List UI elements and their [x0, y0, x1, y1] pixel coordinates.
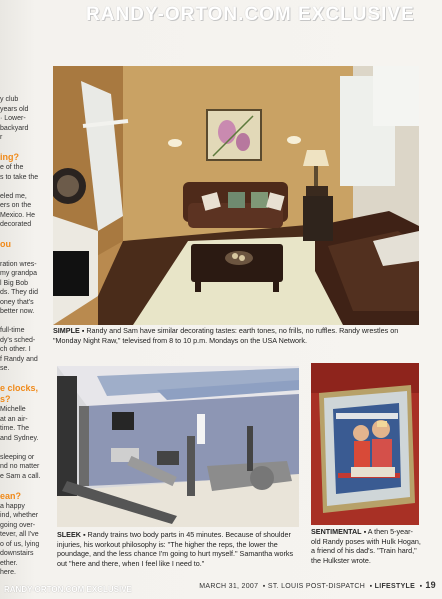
caption-sentimental-text: A then 5-year-old Randy poses with Hulk Hogan, a friend of his dad's. "Train hard," the Hulkster wrote. — [311, 527, 421, 565]
left-column-line: Mexico. He — [0, 211, 36, 219]
page-footer: MARCH 31, 2007 ▪ ST. LOUIS POST-DISPATCH ▪ LIFESTYLE ▪ 19 — [199, 580, 436, 590]
left-column-line: a happy — [0, 502, 25, 510]
left-column-line: ds. They did — [0, 289, 39, 296]
bottom-watermark: RANDY-ORTON.COM EXCLUSIVE — [4, 585, 132, 594]
left-column-line: full-time — [0, 327, 25, 334]
framed-photo — [311, 363, 419, 525]
left-column-line: going over- — [0, 521, 36, 529]
left-column-line: nd no matter — [0, 463, 40, 470]
caption-simple-text: Randy and Sam have similar decorating tastes: earth tones, no frills, no ruffles. Randy wrestles on "Monday Night Raw," televised from 8 to 10 p.m. Mondays on the USA Network. — [53, 326, 399, 345]
left-column-line: · Lower- — [0, 115, 26, 122]
left-column-line: here. — [0, 569, 16, 575]
left-column-line: tever, all I've — [0, 531, 39, 538]
page-number: 19 — [425, 580, 436, 590]
left-column-line — [0, 230, 48, 240]
left-column-line: backyard — [0, 124, 29, 132]
left-column-line: ch other. I — [0, 346, 31, 353]
left-column-heading: e clocks, — [0, 383, 39, 393]
caption-sleek-text: Randy trains two body parts in 45 minutes. Because of shoulder injuries, his workout philosophy is: "The higher the reps, the lower the poundage, and the less chance I'm going to hurt myself." Samantha works out "here and there, when I feel like I need to." — [57, 530, 294, 568]
left-column-line: l Big Bob — [0, 279, 29, 287]
left-column-line: dy's sched- — [0, 336, 36, 344]
left-column-line: sleeping or — [0, 453, 35, 461]
left-column-line: ind, whether — [0, 512, 39, 519]
left-column-line: e Sam a call. — [0, 472, 41, 480]
left-column-line: my grandpa — [0, 270, 37, 277]
left-column-line: oney that's — [0, 298, 34, 306]
footer-paper: ST. LOUIS POST-DISPATCH — [267, 583, 366, 590]
left-column-line: o of us, lying — [0, 540, 40, 548]
left-column-line: years old — [0, 105, 29, 113]
watermark: RANDY-ORTON.COM EXCLUSIVE — [86, 4, 415, 25]
caption-sentimental: SENTIMENTAL ▪ A then 5-year-old Randy poses with Hulk Hogan, a friend of his dad's. "Train hard," the Hulkster wrote. — [311, 527, 421, 565]
left-column-heading: ing? — [0, 152, 19, 162]
left-column-line: eled me, — [0, 192, 27, 200]
left-column-line: f Randy and — [0, 355, 38, 363]
gym-photo — [57, 366, 299, 527]
living-room-photo — [53, 66, 419, 325]
left-column-line — [0, 374, 48, 384]
left-column-text — [0, 95, 48, 575]
left-column-line: downstairs — [0, 550, 34, 557]
left-column-line: ether. — [0, 559, 18, 567]
left-column-line: better now. — [0, 308, 35, 315]
left-column-line — [0, 317, 48, 327]
left-column-line: at an air- — [0, 415, 28, 423]
left-column-line: y club — [0, 96, 19, 103]
left-column-heading: ou — [0, 239, 11, 249]
left-column-line — [0, 182, 48, 192]
left-column-heading: s? — [0, 394, 11, 404]
left-column-line — [0, 443, 48, 453]
caption-sentimental-label: SENTIMENTAL — [311, 527, 362, 536]
left-column-line — [0, 143, 48, 153]
left-column-line: and Sydney. — [0, 434, 39, 442]
left-column-line: s to take the — [0, 173, 39, 181]
left-column-line — [0, 250, 48, 260]
left-column-line: ers on the — [0, 202, 32, 209]
left-column-line: se. — [0, 365, 10, 372]
caption-sleek-label: SLEEK — [57, 530, 81, 539]
left-column-line — [0, 481, 48, 491]
caption-simple-label: SIMPLE — [53, 326, 80, 335]
left-column-line: e of the — [0, 164, 24, 171]
left-column-heading: ean? — [0, 490, 22, 501]
left-column-line: decorated — [0, 221, 32, 228]
left-column-line: r — [0, 134, 3, 141]
left-column-line: ration wres- — [0, 260, 37, 268]
left-column-line: Michelle — [0, 406, 26, 413]
left-column-line: time. The — [0, 425, 30, 432]
caption-simple: SIMPLE ▪ Randy and Sam have similar decorating tastes: earth tones, no frills, no ruffles. Randy wrestles on "Monday Night Raw," televised from 8 to 10 p.m. Mondays on the USA Network. — [53, 326, 399, 345]
footer-section: LIFESTYLE — [374, 583, 416, 590]
caption-sleek: SLEEK ▪ Randy trains two body parts in 45 minutes. Because of shoulder injuries, his workout philosophy is: "The higher the reps, the lower the poundage, and the less chance I'm going to hurt myself." Samantha works out "here and there, when I feel like I need to." — [57, 530, 294, 568]
footer-date: MARCH 31, 2007 — [199, 583, 259, 590]
